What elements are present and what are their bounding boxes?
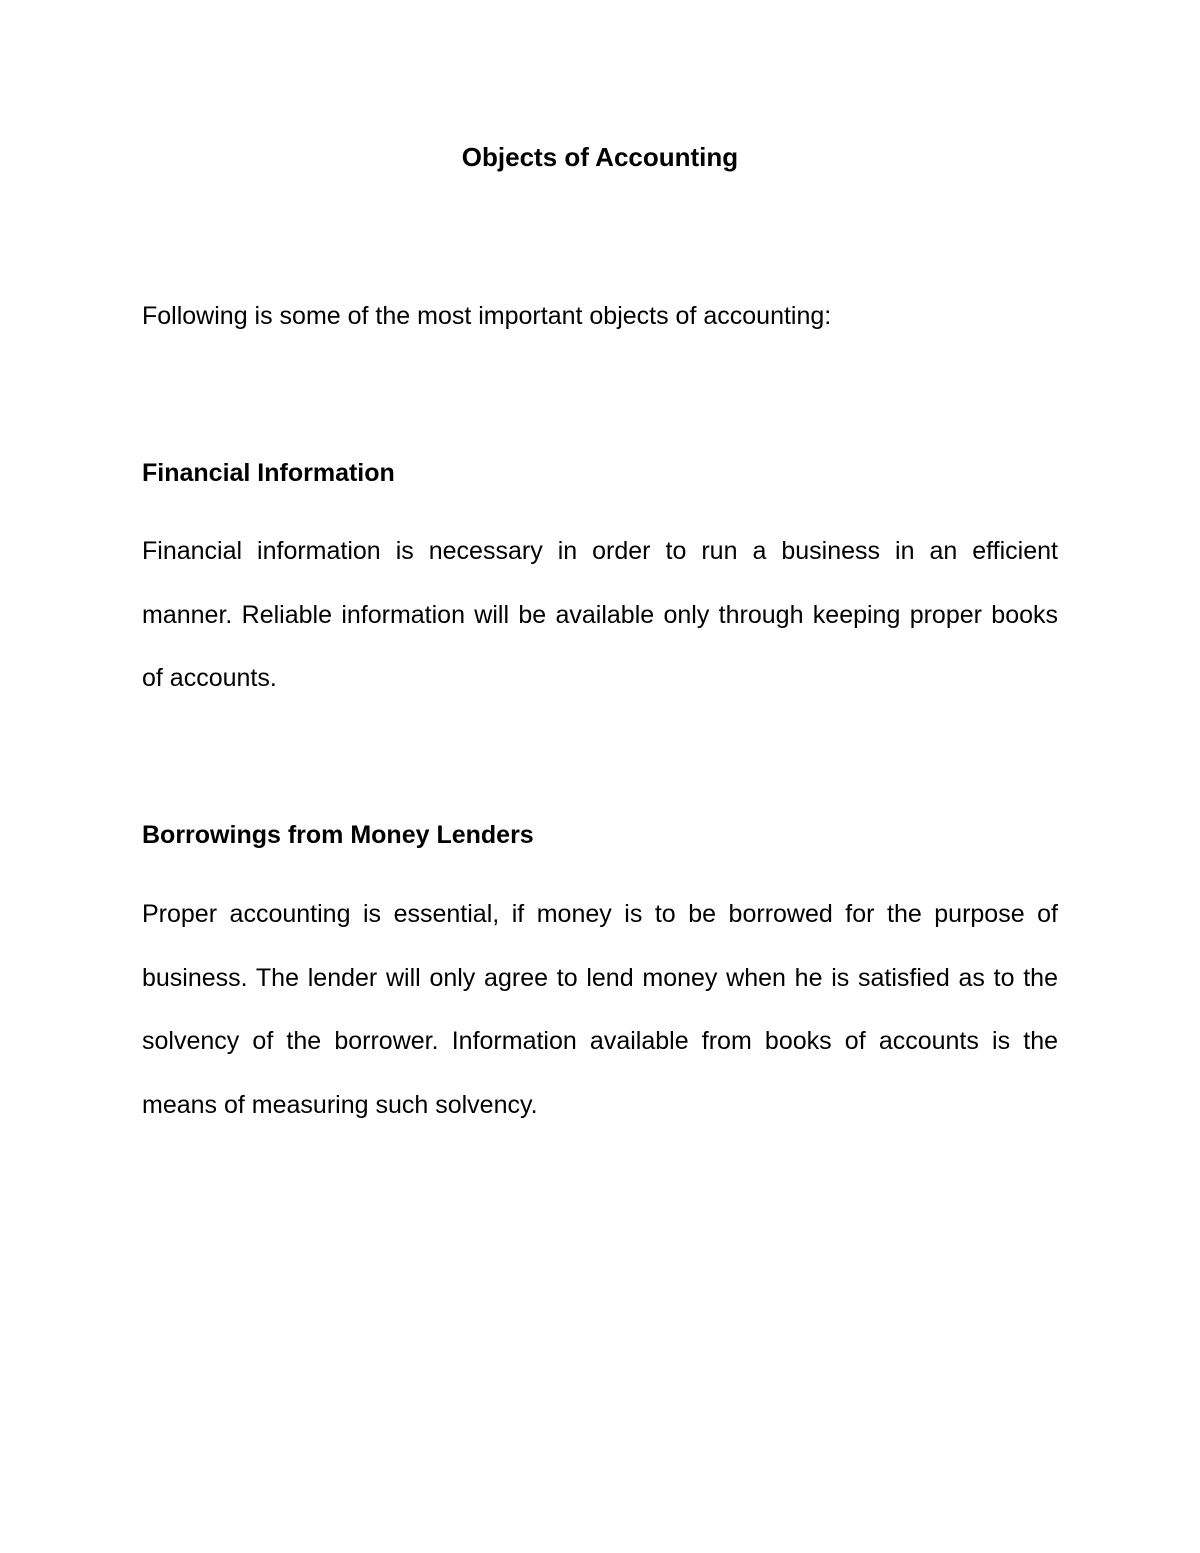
section-heading-borrowings: Borrowings from Money Lenders: [142, 821, 534, 849]
section-body-borrowings: Proper accounting is essential, if money is to be borrowed for the purpose of business. The lender will only agree to lend money when he is satisfied as to the solvency of the borrower. Information available from books of accounts is the means of measuring such solvency.: [142, 900, 1058, 1119]
section-heading-financial-information: Financial Information: [142, 459, 395, 487]
section-body-financial-information: Financial information is necessary in order to run a business in an efficient manner. Reliable information will be available only through keeping proper books of accounts.: [142, 537, 1058, 692]
page-title: Objects of Accounting: [461, 142, 739, 172]
intro-paragraph: Following is some of the most important objects of accounting:: [142, 302, 832, 330]
